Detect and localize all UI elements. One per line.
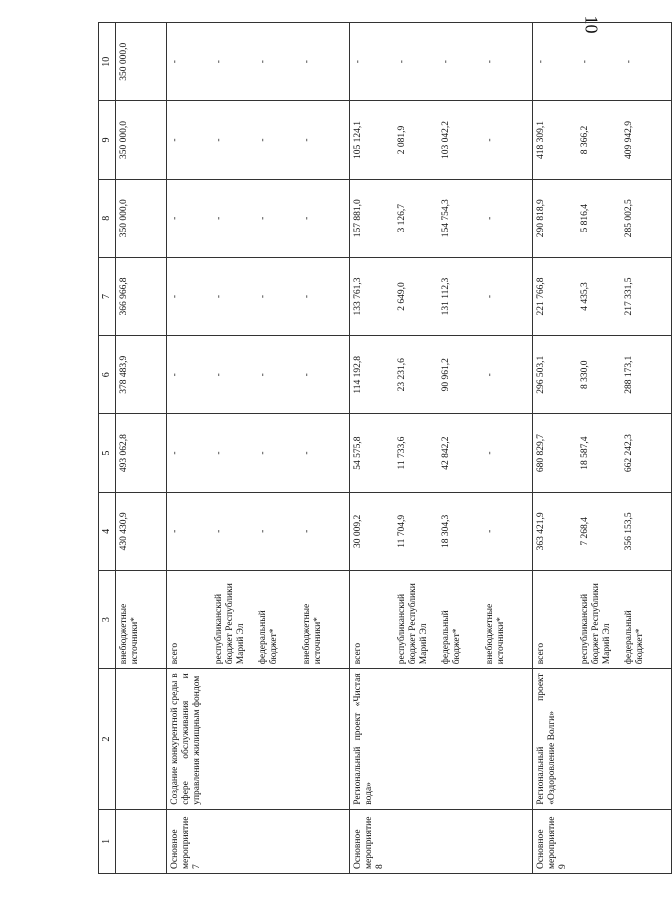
value: - (396, 60, 407, 64)
value-cell (349, 23, 532, 101)
source-label: федеральный бюджет* (257, 610, 279, 665)
value: 350 000,0 (118, 121, 129, 159)
header-cell: 5 (99, 414, 116, 492)
source-label: республиканский бюджет Республики Марий Эл (579, 583, 613, 665)
value: 103 042,2 (440, 121, 451, 159)
value-cell (115, 23, 166, 101)
value-cell (166, 257, 349, 335)
value-cell (115, 101, 166, 179)
value: - (301, 529, 312, 533)
value: 290 818,9 (535, 199, 546, 238)
value-cell (115, 336, 166, 414)
value: - (440, 60, 451, 64)
source-label: внебюджетные источники* (301, 603, 323, 665)
value-cell (115, 257, 166, 335)
value: 217 331,5 (623, 277, 634, 316)
measure-name-cell: Региональный проект «Оздоровление Волги» (532, 669, 671, 809)
value-cell (532, 414, 671, 492)
value: 662 242,3 (623, 434, 634, 473)
value: - (169, 373, 180, 377)
source-label: внебюджетные источники* (484, 603, 506, 665)
source-label: федеральный бюджет* (440, 610, 462, 665)
value: 430 430,9 (118, 512, 129, 551)
value-cell (166, 101, 349, 179)
budget-table (98, 22, 672, 874)
header-cell: 7 (99, 257, 116, 335)
value: 418 309,1 (535, 121, 546, 159)
budget-table-rotated (98, 22, 645, 874)
header-cell: 8 (99, 179, 116, 257)
source-label: республиканский бюджет Республики Марий Эл (396, 583, 430, 665)
value: 7 268,4 (579, 517, 590, 546)
value: 285 002,5 (623, 199, 634, 238)
header-cell: 9 (99, 101, 116, 179)
value: - (352, 60, 363, 64)
value: 350 000,0 (118, 42, 129, 81)
value: - (213, 451, 224, 455)
value: 3 126,7 (396, 204, 407, 233)
measure-cell: Основное мероприятие 9 (532, 809, 671, 873)
value: - (257, 294, 268, 299)
value: 363 421,9 (535, 512, 546, 551)
value: 4 435,3 (579, 282, 590, 311)
measure-name-cell: Региональный проект «Чистая вода» (349, 669, 532, 809)
value: 90 961,2 (440, 358, 451, 392)
source-cell (166, 570, 349, 668)
value: - (484, 451, 495, 455)
value: - (169, 216, 180, 220)
value-cell (166, 414, 349, 492)
value: 154 754,3 (440, 199, 451, 238)
header-cell: 3 (99, 570, 116, 668)
value-cell (349, 492, 532, 570)
value: 131 112,3 (440, 277, 451, 316)
value: - (301, 216, 312, 220)
value: 350 000,0 (118, 199, 129, 238)
value: - (257, 529, 268, 533)
value: 18 587,4 (579, 436, 590, 470)
value: 221 766,8 (535, 277, 546, 316)
measure-cell (115, 809, 166, 873)
value-cell (532, 179, 671, 257)
value: 8 330,0 (579, 360, 590, 390)
value: - (213, 529, 224, 533)
value: - (257, 373, 268, 377)
source-label: федеральный бюджет* (623, 610, 645, 665)
value-cell (349, 179, 532, 257)
header-cell: 6 (99, 336, 116, 414)
value: 356 153,5 (623, 512, 634, 551)
value: - (579, 60, 590, 64)
value: 288 173,1 (623, 355, 634, 394)
value: 366 966,8 (118, 277, 129, 316)
value: 2 649,0 (396, 282, 407, 311)
value-cell (349, 257, 532, 335)
value: - (169, 138, 180, 142)
measure-name-cell: Создание конкурентной среды в сфере обслуживания и управления жилищным фондом (166, 669, 349, 809)
value: 11 704,9 (396, 514, 407, 548)
value: - (301, 60, 312, 64)
table-row (532, 23, 671, 874)
value: - (484, 60, 495, 64)
value: - (301, 373, 312, 377)
header-cell: 4 (99, 492, 116, 570)
value: 493 062,8 (118, 434, 129, 473)
value-cell (166, 179, 349, 257)
value-cell (115, 179, 166, 257)
value: - (257, 451, 268, 455)
value: - (484, 373, 495, 377)
value: 296 503,1 (535, 355, 546, 394)
value-cell (532, 257, 671, 335)
value: 378 483,9 (118, 355, 129, 394)
value: - (484, 138, 495, 142)
value: 105 124,1 (352, 121, 363, 159)
value: 680 829,7 (535, 434, 546, 473)
value: 18 304,3 (440, 514, 451, 548)
table-row (349, 23, 532, 874)
source-label: внебюджетные источники* (118, 603, 140, 665)
value: 2 081,9 (396, 125, 407, 155)
value: 409 942,9 (623, 121, 634, 159)
value: - (257, 138, 268, 142)
value: - (169, 294, 180, 299)
header-cell: 2 (99, 669, 116, 809)
header-cell: 1 (99, 809, 116, 873)
value-cell (532, 492, 671, 570)
value: 133 761,3 (352, 277, 363, 316)
source-label: всего (169, 642, 180, 665)
value: - (213, 216, 224, 220)
value-cell (349, 336, 532, 414)
value-cell (532, 101, 671, 179)
value-cell (166, 23, 349, 101)
value: 23 231,6 (396, 358, 407, 392)
value: - (301, 451, 312, 455)
source-label: всего (535, 642, 546, 665)
value: 5 816,4 (579, 204, 590, 233)
value: - (213, 294, 224, 299)
value: 11 733,6 (396, 436, 407, 470)
value: - (623, 60, 634, 64)
header-cell: 10 (99, 23, 116, 101)
value: - (257, 216, 268, 220)
value-cell (349, 414, 532, 492)
value-cell (532, 336, 671, 414)
value: - (301, 294, 312, 299)
value-cell (532, 23, 671, 101)
value: 157 881,0 (352, 199, 363, 238)
value-cell (349, 101, 532, 179)
value: 30 009,2 (352, 514, 363, 548)
value: - (169, 529, 180, 533)
header-row (99, 23, 116, 874)
measure-cell: Основное мероприятие 7 (166, 809, 349, 873)
value: - (301, 138, 312, 142)
value: - (484, 216, 495, 220)
value: 42 842,2 (440, 436, 451, 470)
measure-name-cell (115, 669, 166, 809)
table-row (115, 23, 166, 874)
value: - (213, 138, 224, 142)
value: - (213, 60, 224, 64)
value: - (169, 60, 180, 64)
page-number: 10 (581, 15, 602, 34)
value-cell (115, 492, 166, 570)
source-label: республиканский бюджет Республики Марий Эл (213, 583, 247, 665)
source-cell (532, 570, 671, 668)
value-cell (166, 336, 349, 414)
measure-cell: Основное мероприятие 8 (349, 809, 532, 873)
value: - (213, 373, 224, 377)
value: 114 192,8 (352, 355, 363, 394)
value: - (169, 451, 180, 455)
source-cell (115, 570, 166, 668)
value: - (535, 60, 546, 64)
value: 8 366,2 (579, 125, 590, 155)
source-cell (349, 570, 532, 668)
table-row (166, 23, 349, 874)
value-cell (166, 492, 349, 570)
value: - (257, 60, 268, 64)
value: - (484, 294, 495, 299)
value-cell (115, 414, 166, 492)
value: - (484, 529, 495, 533)
value: 54 575,8 (352, 436, 363, 470)
source-label: всего (352, 642, 363, 665)
